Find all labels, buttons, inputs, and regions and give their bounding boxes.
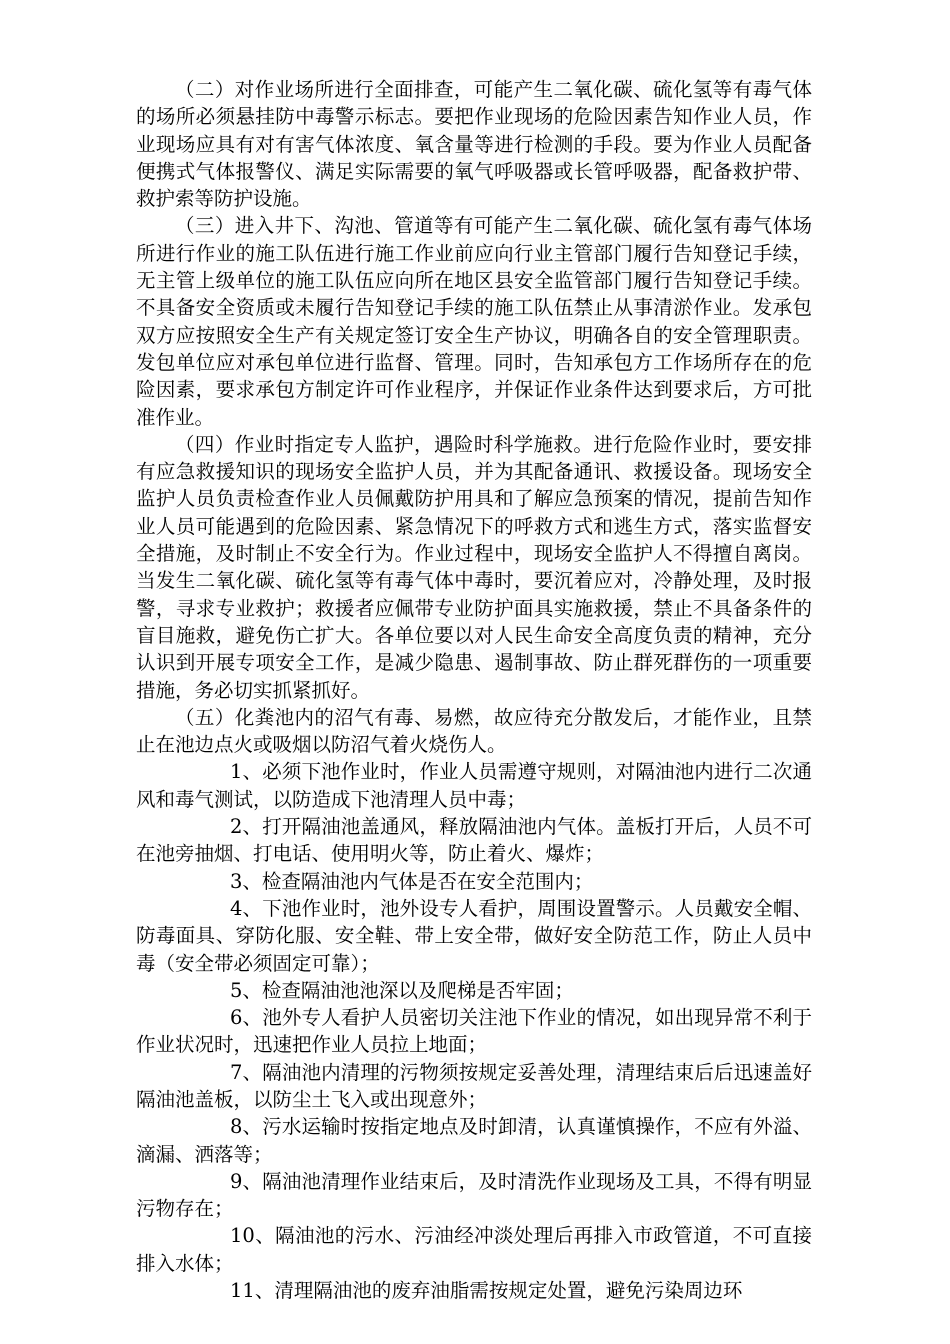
paragraph-4: （四）作业时指定专人监护，遇险时科学施救。进行危险作业时，要安排有应急救援知识的现场安全监护人员，并为其配备通讯、救援设备。现场安全监护人员负责检查作业人员佩戴防护用具和了解应急预案的情况，提前告知作业人员可能遇到的危险因素、紧急情况下的呼救方式和逃生方式，落实监督安全措施，及时制止不安全行为。作业过程中，现场安全监护人不得擅自离岗。当发生二氧化碳、硫化氢等有毒气体中毒时，要沉着应对，冷静处理，及时报警，寻求专业救护；救援者应佩带专业防护面具实施救援，禁止不具备条件的盲目施救，避免伤亡扩大。各单位要以对人民生命安全高度负责的精神，充分认识到开展专项安全工作，是减少隐患、遏制事故、防止群死群伤的一项重要措施，务必切实抓紧抓好。 — [136, 432, 812, 702]
paragraph-3: （三）进入井下、沟池、管道等有可能产生二氧化碳、硫化氢有毒气体场所进行作业的施工队伍进行施工作业前应向行业主管部门履行告知登记手续，无主管上级单位的施工队伍应向所在地区县安全监管部门履行告知登记手续。不具备安全资质或未履行告知登记手续的施工队伍禁止从事清淤作业。发承包双方应按照安全生产有关规定签订安全生产协议，明确各自的安全管理职责。发包单位应对承包单位进行监督、管理。同时，告知承包方工作场所存在的危险因素，要求承包方制定许可作业程序，并保证作业条件达到要求后，方可批准作业。 — [136, 214, 812, 429]
list-item: 1、必须下池作业时，作业人员需遵守规则，对隔油池内进行二次通风和毒气测试，以防造成下池清理人员中毒； — [136, 760, 812, 811]
list-item: 2、打开隔油池盖通风，释放隔油池内气体。盖板打开后，人员不可在池旁抽烟、打电话、使用明火等，防止着火、爆炸； — [136, 815, 812, 866]
paragraph-5: （五）化粪池内的沼气有毒、易燃，故应待充分散发后，才能作业，且禁止在池边点火或吸烟以防沼气着火烧伤人。 — [136, 705, 812, 757]
list-item: 10、隔油池的污水、污油经冲淡处理后再排入市政管道，不可直接排入水体； — [136, 1224, 812, 1275]
list-item: 9、隔油池清理作业结束后，及时清洗作业现场及工具，不得有明显污物存在； — [136, 1169, 812, 1221]
list-item: 3、检查隔油池内气体是否在安全范围内； — [230, 869, 594, 893]
list-item: 6、池外专人看护人员密切关注池下作业的情况，如出现异常不利于作业状况时，迅速把作业人员拉上地面； — [136, 1006, 812, 1057]
list-item: 8、污水运输时按指定地点及时卸清，认真谨慎操作，不应有外溢、滴漏、洒落等； — [136, 1115, 812, 1166]
document-page — [136, 76, 812, 1304]
list-item: 7、隔油池内清理的污物须按规定妥善处理，清理结束后后迅速盖好隔油池盖板，以防尘土飞入或出现意外； — [136, 1060, 812, 1111]
list-item: 5、检查隔油池池深以及爬梯是否牢固； — [230, 978, 574, 1002]
paragraph-2: （二）对作业场所进行全面排查，可能产生二氧化碳、硫化氢等有毒气体的场所必须悬挂防中毒警示标志。要把作业现场的危险因素告知作业人员，作业现场应具有对有害气体浓度、氧含量等进行检测的手段。要为作业人员配备便携式气体报警仪、满足实际需要的氧气呼吸器或长管呼吸器，配备救护带、救护索等防护设施。 — [136, 78, 812, 211]
list-item: 4、下池作业时，池外设专人看护，周围设置警示。人员戴安全帽、防毒面具、穿防化服、安全鞋、带上安全带，做好安全防范工作，防止人员中毒（安全带必须固定可靠）； — [136, 896, 812, 975]
list-item: 11、清理隔油池的废弃油脂需按规定处置，避免污染周边环 — [230, 1279, 743, 1303]
